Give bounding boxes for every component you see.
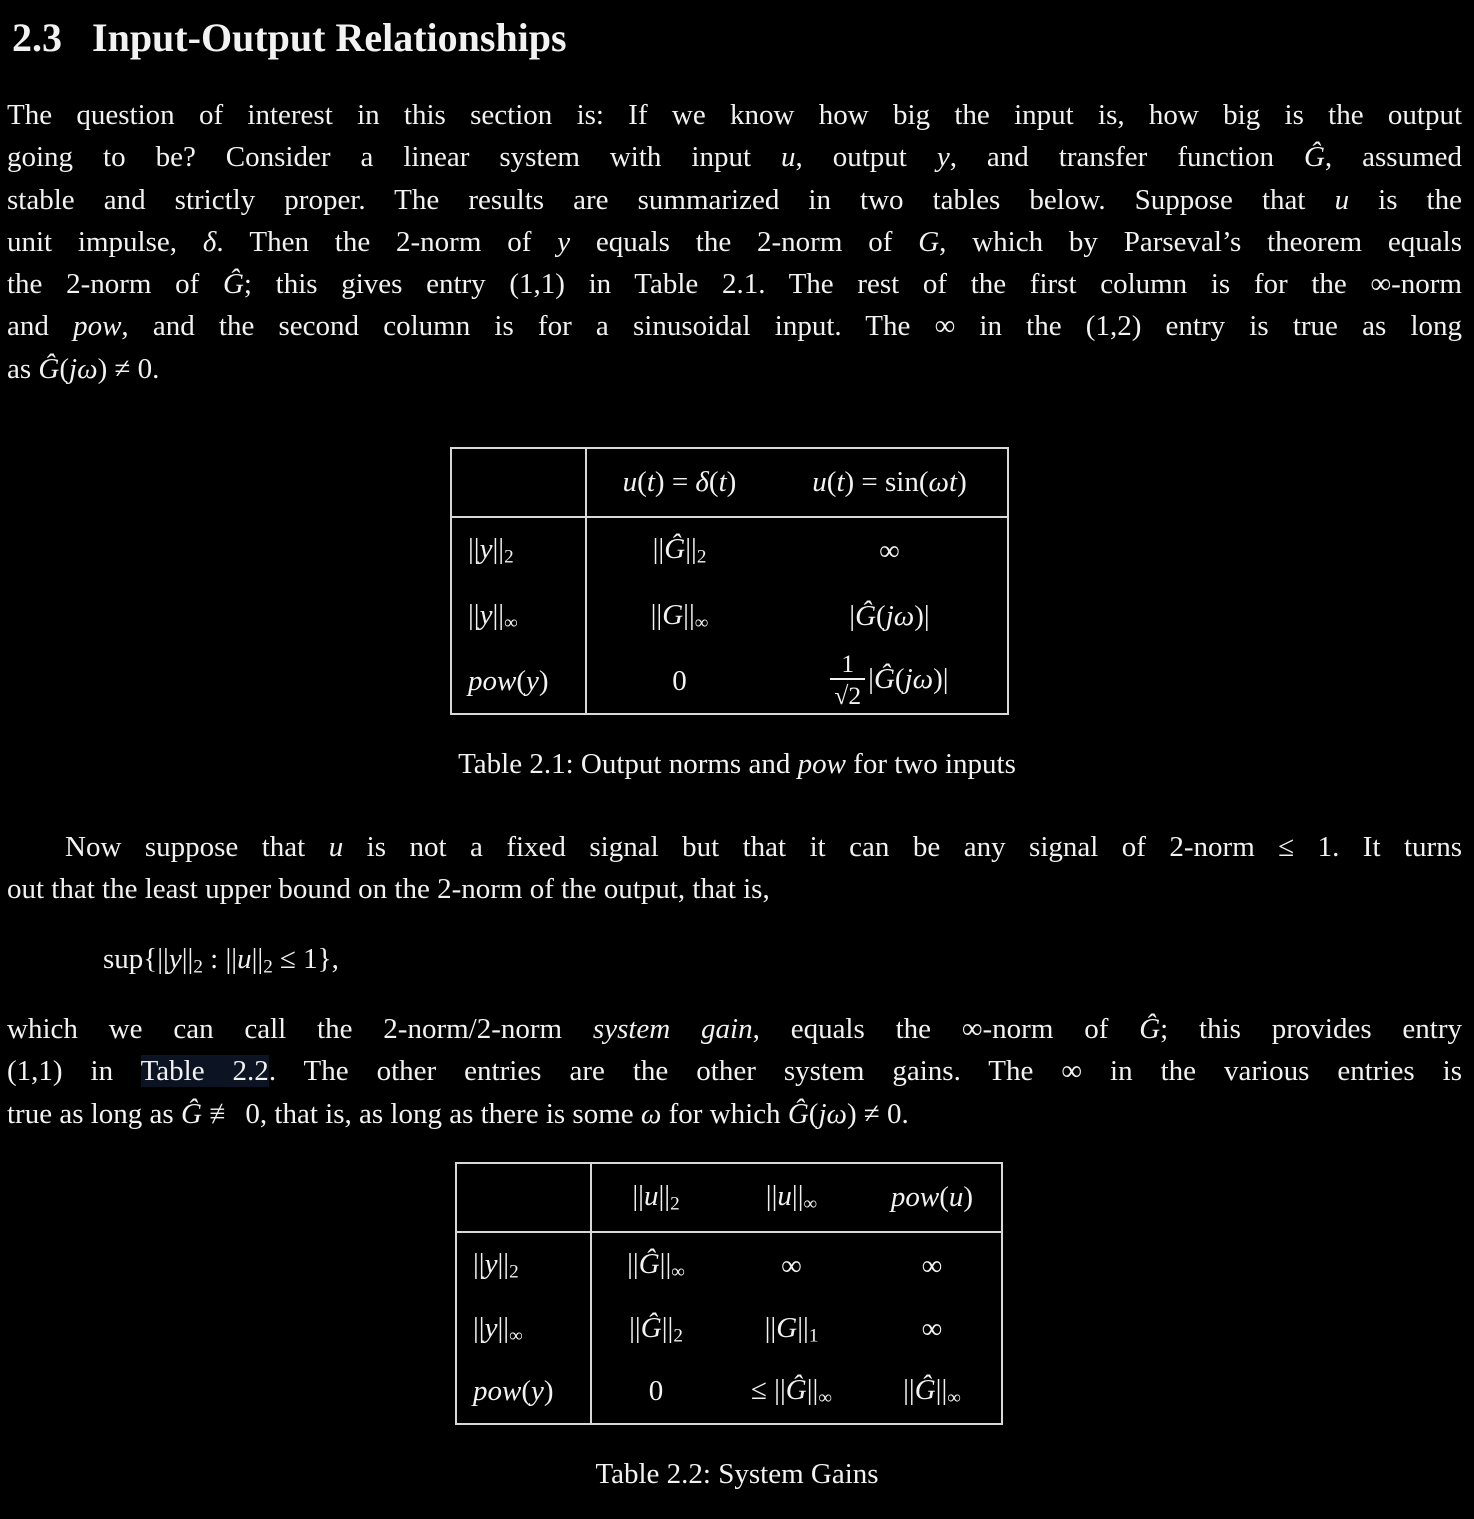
paragraph-3 [7,1008,1462,1135]
section-title: Input-Output Relationships [92,15,567,60]
t2-cell-r3c2: ≤ $||Ĝ||_\infty$ [751,1373,832,1409]
table-2-2-caption: Table 2.2: System Gains [595,1458,879,1490]
t2-cell-r1c1: $||Ĝ||_\infty$ [627,1248,685,1283]
t1-header-sinusoid: u(t) = sin(ωt) [772,449,1007,518]
t2-cell-r1c3: ∞ [921,1249,943,1282]
text-line: (1,1) in Table 2.2. The other entries are the other system gains. The ∞ in the various entries is [7,1055,1462,1088]
t1-label-powy: pow(y) [452,649,587,713]
t1-label-yinf: $||y||_\infty$ [452,584,587,649]
t2-cell-r3c3: $||Ĝ||_\infty$ [903,1373,961,1409]
text-line: the 2-norm of Ĝ; this gives entry (1,1) in Table 2.1. The rest of the first column is for the ∞-norm [7,268,1462,301]
t2-corner-cell [457,1164,592,1233]
text-line: going to be? Consider a linear system with input u, output y, and transfer function Ĝ, assumed [7,141,1463,174]
t2-cell-r2c3: ∞ [921,1313,943,1345]
text-line: The question of interest in this section is: If we know how big the input is, how big is the output [7,99,1462,131]
t1-label-y2: $||y||_2$ [452,518,587,584]
table-2-2-link[interactable]: Table 2.2 [140,1055,269,1088]
t2-header-u2: $||u||_2$ [592,1164,720,1233]
t2-cell-r1c2: ∞ [781,1249,802,1282]
t2-header-powu: pow(u) [863,1164,1001,1233]
paragraph-1 [7,94,1462,390]
table-2-1-caption: Table 2.1: Output norms and pow for two inputs [458,748,1016,780]
table-2-1 [450,447,1009,715]
display-equation: $sup\{||y||_2$ : $||u||_2 \le 1$}, [103,943,339,978]
t1-cell-r1c2: ∞ [879,534,900,567]
paragraph-2 [7,826,1462,911]
text-line: Now suppose that u is not a fixed signal but that it can be any signal of 2-norm ≤ 1. It turns [65,831,1462,863]
t2-label-powy: pow(y) [457,1360,592,1423]
t2-cell-r2c2: $||G||_1$ [764,1311,819,1347]
t1-cell-r2c1: $||G||_\infty$ [650,598,709,634]
text-line: which we can call the 2-norm/2-norm system gain, equals the ∞-norm of Ĝ; this provides entry [7,1013,1463,1045]
t1-cell-r1c1: $||Ĝ||_2$ [652,533,707,568]
t2-label-y2: $||y||_2$ [457,1233,592,1299]
t1-corner-cell [452,449,587,518]
t1-cell-r2c2: |Ĝ(jω)| [849,600,930,632]
t1-cell-r3c1: 0 [672,664,687,697]
fraction: $\frac{1}{√2}$ [830,651,865,711]
t2-cell-r2c1: $||Ĝ||_2$ [629,1311,683,1347]
t2-label-yinf: $||y||_\infty$ [457,1299,592,1360]
table-2-2 [455,1162,1003,1425]
text-line: stable and strictly proper. The results are summarized in two tables below. Suppose that u is the [7,183,1462,216]
t2-header-uinf: $||u||_\infty$ [720,1164,863,1233]
t1-cell-r3c2: $\frac{1}{√2}$ |Ĝ(jω)| [772,649,1007,713]
section-heading [12,14,567,61]
text-line: and pow, and the second column is for a sinusoidal input. The ∞ in the (1,2) entry is true as long [7,310,1462,343]
text-line: out that the least upper bound on the 2-norm of the output, that is, [7,873,770,906]
t1-header-impulse: u(t) = δ(t) [587,449,772,518]
section-number: 2.3 [12,15,62,60]
text-line: unit impulse, δ. Then the 2-norm of y equals the 2-norm of G, which by Parseval’s theorem equals [7,225,1463,258]
text-line: as Ĝ(jω) ≠ 0. [7,352,160,385]
t2-cell-r3c1: 0 [648,1375,664,1407]
text-line: true as long as Ĝ ≢ 0, that is, as long as there is some ω for which Ĝ(jω) ≠ 0. [7,1097,909,1130]
